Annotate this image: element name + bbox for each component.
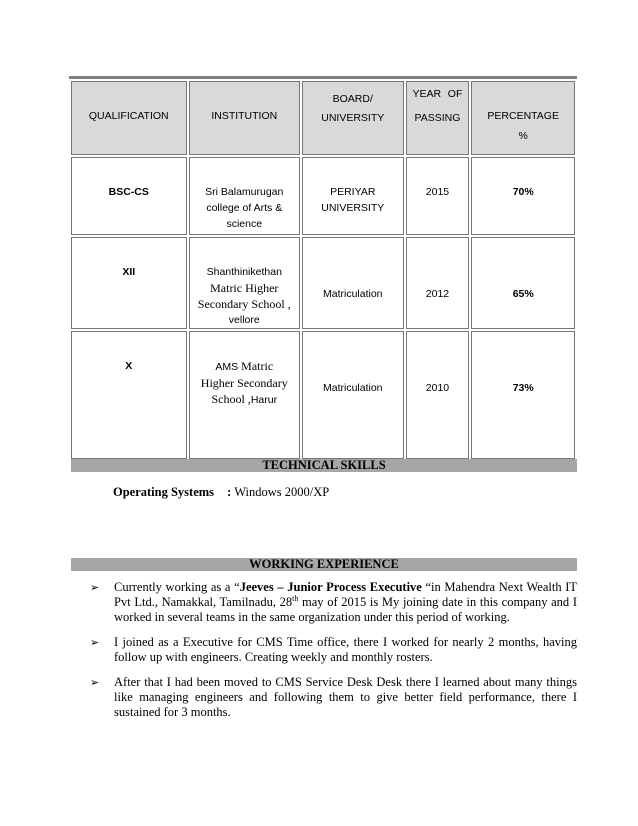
institution-cell: Shanthinikethan Matric Higher Secondary School , vellore — [189, 237, 301, 329]
education-table — [69, 76, 577, 461]
experience-text: Currently working as a “Jeeves – Junior Process Executive “in Mahendra Next Wealth IT Pvt Ltd., Namakkal, Tamilnadu, 28th may of 2015 is My joining date in this company and I worked in several teams in the same organization under this period of working. — [114, 580, 578, 624]
header-percentage: PERCENTAGE % — [471, 81, 575, 155]
percentage-cell: 65% — [471, 237, 575, 329]
board-cell: Matriculation — [302, 237, 403, 329]
year-cell: 2010 — [406, 331, 470, 459]
table-row — [71, 331, 575, 459]
percentage-cell: 73% — [471, 331, 575, 459]
board-cell: PERIYAR UNIVERSITY — [302, 157, 403, 235]
separator: : — [227, 485, 232, 499]
qualification-cell: XII — [71, 237, 187, 329]
header-board: BOARD/ UNIVERSITY — [302, 81, 403, 155]
header-year: YEAR OF PASSING — [406, 81, 470, 155]
percentage-cell: 70% — [471, 157, 575, 235]
arrow-bullet-icon: ➢ — [90, 637, 100, 649]
qualification-cell: X — [71, 331, 187, 459]
header-qualification: QUALIFICATION — [71, 81, 187, 155]
year-cell: 2012 — [406, 237, 470, 329]
table-row — [71, 237, 575, 329]
operating-systems-line — [113, 485, 329, 500]
experience-text: I joined as a Executive for CMS Time office, there I worked for nearly 2 months, having follow up with engineers. Creating weekly and monthly rosters. — [114, 635, 577, 664]
experience-list — [90, 580, 577, 730]
year-cell: 2015 — [406, 157, 470, 235]
table-row — [71, 157, 575, 235]
institution-cell: Sri Balamurugan college of Arts & science — [189, 157, 301, 235]
list-item — [90, 580, 577, 625]
board-cell: Matriculation — [302, 331, 403, 459]
header-institution: INSTITUTION — [189, 81, 301, 155]
arrow-bullet-icon: ➢ — [90, 677, 100, 689]
working-experience-heading: WORKING EXPERIENCE — [71, 558, 577, 571]
education-header-row — [71, 81, 575, 155]
qualification-cell: BSC-CS — [71, 157, 187, 235]
institution-cell: AMS Matric Higher Secondary School ,Harur — [189, 331, 301, 459]
list-item — [90, 675, 577, 720]
operating-systems-label: Operating Systems — [113, 485, 215, 499]
experience-text: After that I had been moved to CMS Service Desk Desk there I learned about many things like managing engineers and following them to give better field performance, there I sustained for 3 months. — [114, 675, 577, 719]
operating-systems-value: Windows 2000/XP — [234, 485, 330, 499]
arrow-bullet-icon: ➢ — [90, 582, 100, 594]
technical-skills-heading: TECHNICAL SKILLS — [71, 459, 577, 472]
list-item — [90, 635, 577, 665]
